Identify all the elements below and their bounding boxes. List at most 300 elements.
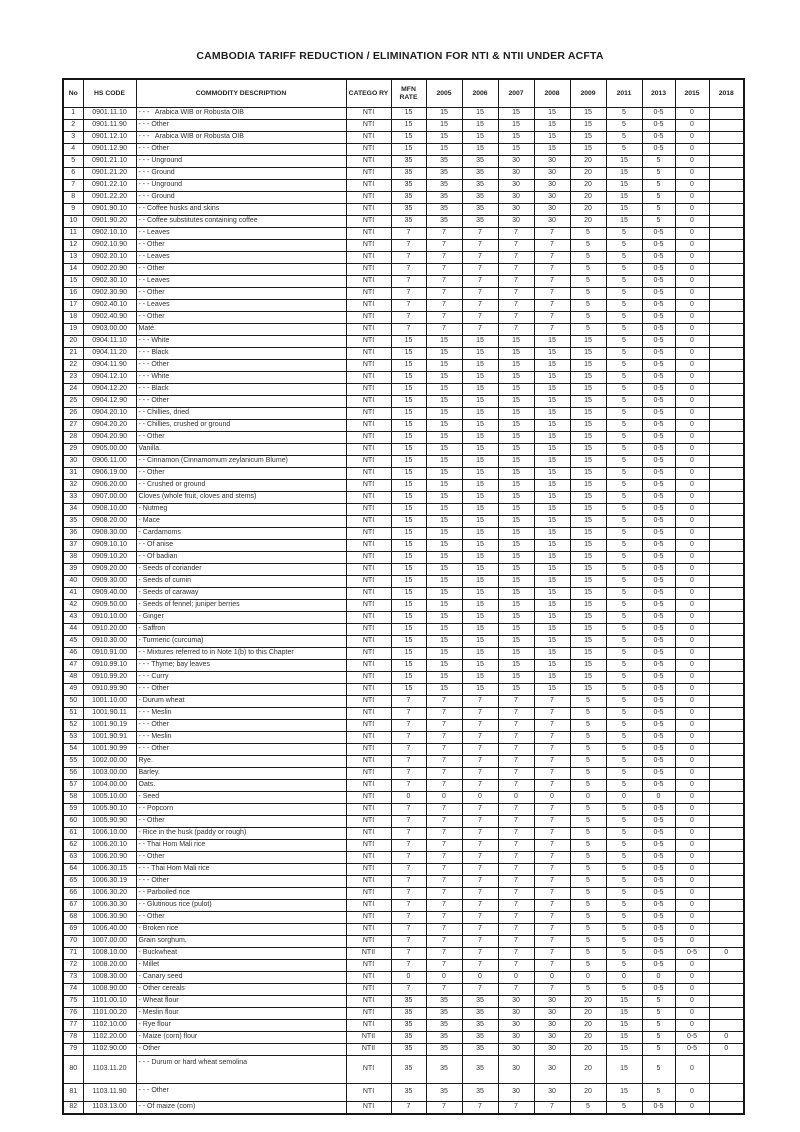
cell-year-value: 15 (391, 684, 426, 696)
cell-year-value: 7 (391, 300, 426, 312)
cell-year-value: 35 (391, 1056, 426, 1084)
cell-year-value: 15 (570, 672, 606, 684)
cell-year-value: 5 (570, 924, 606, 936)
table-row (63, 912, 744, 924)
table-row (63, 216, 744, 228)
cell-year-value: 7 (391, 804, 426, 816)
table-row (63, 420, 744, 432)
cell-hs-code: 0910.99.10 (83, 660, 136, 672)
cell-hs-code: 0904.20.90 (83, 432, 136, 444)
cell-year-value: 7 (462, 948, 498, 960)
cell-year-value: 15 (606, 192, 642, 204)
cell-year-value: 0 (675, 144, 709, 156)
cell-category: NTI (346, 144, 391, 156)
cell-hs-code: 1004.00.00 (83, 780, 136, 792)
cell-no: 16 (63, 288, 83, 300)
cell-year-value: 7 (391, 252, 426, 264)
cell-description: - - - Durum or hard wheat semolina (136, 1056, 346, 1084)
cell-hs-code: 1008.10.00 (83, 948, 136, 960)
cell-year-value: 0 (498, 792, 534, 804)
cell-year-value: 15 (462, 588, 498, 600)
cell-year-value: 5 (570, 960, 606, 972)
cell-year-value: 0 (675, 180, 709, 192)
cell-year-value: 5 (570, 1102, 606, 1115)
cell-hs-code: 0908.10.00 (83, 504, 136, 516)
cell-year-value: 7 (534, 852, 570, 864)
cell-year-value: 15 (462, 540, 498, 552)
cell-year-value: 35 (426, 1084, 462, 1102)
table-row (63, 588, 744, 600)
cell-category: NTI (346, 360, 391, 372)
cell-year-value (709, 540, 744, 552)
cell-year-value: 30 (534, 204, 570, 216)
cell-year-value: 5 (570, 936, 606, 948)
cell-year-value: 20 (570, 1044, 606, 1056)
cell-year-value: 0-5 (642, 408, 675, 420)
cell-year-value: 0 (675, 804, 709, 816)
cell-year-value: 15 (570, 108, 606, 120)
cell-year-value: 35 (462, 192, 498, 204)
cell-year-value: 0 (534, 972, 570, 984)
cell-hs-code: 1006.30.20 (83, 888, 136, 900)
cell-year-value: 7 (426, 276, 462, 288)
table-row (63, 120, 744, 132)
cell-hs-code: 0902.30.10 (83, 276, 136, 288)
cell-year-value: 15 (534, 516, 570, 528)
cell-year-value: 15 (391, 108, 426, 120)
cell-year-value: 5 (606, 540, 642, 552)
cell-year-value (709, 696, 744, 708)
cell-year-value: 15 (570, 600, 606, 612)
cell-year-value: 7 (498, 276, 534, 288)
header-row (63, 79, 744, 108)
cell-year-value: 15 (391, 672, 426, 684)
cell-year-value: 15 (606, 1020, 642, 1032)
cell-year-value: 30 (498, 156, 534, 168)
cell-hs-code: 0901.21.10 (83, 156, 136, 168)
cell-year-value: 0 (709, 1032, 744, 1044)
cell-year-value: 0 (675, 408, 709, 420)
cell-year-value: 0-5 (642, 144, 675, 156)
cell-no: 56 (63, 768, 83, 780)
cell-description: - - Chillies, dried (136, 408, 346, 420)
cell-category: NTI (346, 300, 391, 312)
table-row (63, 840, 744, 852)
cell-year-value: 35 (462, 1056, 498, 1084)
cell-hs-code: 1007.00.00 (83, 936, 136, 948)
cell-year-value: 15 (391, 348, 426, 360)
cell-year-value: 15 (391, 504, 426, 516)
cell-year-value: 0 (675, 540, 709, 552)
cell-year-value: 0 (675, 492, 709, 504)
cell-year-value: 15 (498, 528, 534, 540)
cell-year-value: 35 (462, 1084, 498, 1102)
cell-year-value (709, 900, 744, 912)
cell-no: 66 (63, 888, 83, 900)
cell-year-value (709, 816, 744, 828)
table-row (63, 972, 744, 984)
cell-year-value: 35 (462, 180, 498, 192)
cell-year-value: 0 (675, 420, 709, 432)
cell-year-value: 30 (498, 168, 534, 180)
cell-year-value: 5 (606, 948, 642, 960)
cell-year-value: 7 (462, 300, 498, 312)
cell-year-value: 7 (498, 816, 534, 828)
cell-description: - - - Ground (136, 168, 346, 180)
cell-year-value: 5 (606, 1102, 642, 1115)
cell-year-value: 7 (391, 312, 426, 324)
cell-year-value: 0-5 (642, 660, 675, 672)
cell-category: NTI (346, 180, 391, 192)
cell-year-value: 7 (498, 900, 534, 912)
cell-year-value: 7 (391, 780, 426, 792)
cell-year-value: 5 (606, 372, 642, 384)
cell-year-value: 15 (391, 588, 426, 600)
cell-year-value: 7 (391, 264, 426, 276)
cell-no: 72 (63, 960, 83, 972)
cell-no: 74 (63, 984, 83, 996)
cell-year-value: 15 (570, 636, 606, 648)
cell-description: Maté. (136, 324, 346, 336)
cell-year-value: 15 (570, 372, 606, 384)
cell-year-value (709, 240, 744, 252)
cell-hs-code: 0901.11.10 (83, 108, 136, 120)
cell-year-value: 30 (534, 1084, 570, 1102)
cell-year-value: 5 (606, 456, 642, 468)
cell-hs-code: 0901.90.20 (83, 216, 136, 228)
cell-year-value: 35 (426, 1044, 462, 1056)
cell-year-value: 7 (462, 1102, 498, 1115)
cell-year-value: 15 (498, 144, 534, 156)
cell-year-value: 7 (426, 744, 462, 756)
cell-year-value: 15 (570, 396, 606, 408)
cell-year-value: 0 (498, 972, 534, 984)
cell-year-value: 0-5 (642, 756, 675, 768)
cell-year-value: 15 (426, 624, 462, 636)
cell-category: NTI (346, 228, 391, 240)
cell-year-value: 7 (534, 744, 570, 756)
cell-no: 77 (63, 1020, 83, 1032)
cell-category: NTI (346, 168, 391, 180)
cell-description: - Meslin flour (136, 1008, 346, 1020)
cell-no: 26 (63, 408, 83, 420)
cell-year-value: 15 (462, 132, 498, 144)
table-row (63, 960, 744, 972)
table-row (63, 384, 744, 396)
cell-year-value: 0-5 (642, 912, 675, 924)
cell-year-value (709, 648, 744, 660)
cell-year-value (709, 768, 744, 780)
cell-no: 54 (63, 744, 83, 756)
cell-year-value: 7 (426, 696, 462, 708)
cell-year-value (709, 684, 744, 696)
cell-category: NTI (346, 900, 391, 912)
cell-hs-code: 1103.11.20 (83, 1056, 136, 1084)
cell-year-value: 7 (534, 1102, 570, 1115)
table-row (63, 648, 744, 660)
cell-hs-code: 0910.30.00 (83, 636, 136, 648)
cell-description: - - - Arabica WIB or Robusta OIB (136, 132, 346, 144)
cell-hs-code: 0901.22.10 (83, 180, 136, 192)
cell-year-value: 0 (675, 108, 709, 120)
cell-hs-code: 1102.10.00 (83, 1020, 136, 1032)
cell-year-value: 7 (391, 888, 426, 900)
cell-year-value: 15 (534, 360, 570, 372)
cell-description: - Saffron (136, 624, 346, 636)
cell-year-value: 0-5 (642, 924, 675, 936)
cell-year-value: 7 (534, 960, 570, 972)
cell-year-value: 5 (606, 960, 642, 972)
cell-category: NTI (346, 600, 391, 612)
cell-year-value (709, 468, 744, 480)
cell-description: - - Crushed or ground (136, 480, 346, 492)
cell-year-value: 0 (675, 432, 709, 444)
cell-year-value: 15 (570, 540, 606, 552)
cell-year-value: 5 (570, 852, 606, 864)
cell-year-value: 7 (462, 276, 498, 288)
cell-year-value (709, 360, 744, 372)
cell-year-value: 0-5 (675, 1032, 709, 1044)
cell-year-value: 5 (606, 780, 642, 792)
cell-year-value: 15 (606, 156, 642, 168)
cell-year-value: 7 (426, 816, 462, 828)
cell-year-value: 15 (462, 528, 498, 540)
cell-year-value: 15 (462, 600, 498, 612)
cell-year-value: 0 (675, 720, 709, 732)
cell-year-value: 0 (675, 480, 709, 492)
table-row (63, 684, 744, 696)
cell-year-value: 0 (675, 780, 709, 792)
cell-year-value: 7 (498, 756, 534, 768)
cell-category: NTI (346, 804, 391, 816)
table-row (63, 144, 744, 156)
table-row (63, 948, 744, 960)
cell-year-value (709, 864, 744, 876)
table-row (63, 504, 744, 516)
cell-year-value: 15 (498, 480, 534, 492)
cell-year-value: 0 (675, 132, 709, 144)
cell-year-value: 7 (462, 756, 498, 768)
cell-year-value: 5 (570, 984, 606, 996)
cell-year-value: 5 (606, 756, 642, 768)
cell-year-value: 15 (570, 120, 606, 132)
cell-year-value: 7 (426, 912, 462, 924)
cell-year-value: 5 (606, 840, 642, 852)
cell-year-value (709, 708, 744, 720)
cell-year-value: 0-5 (642, 492, 675, 504)
cell-year-value: 0 (675, 564, 709, 576)
cell-year-value: 0 (675, 732, 709, 744)
cell-year-value: 0-5 (642, 276, 675, 288)
cell-no: 36 (63, 528, 83, 540)
cell-year-value: 0-5 (642, 300, 675, 312)
cell-description: - Broken rice (136, 924, 346, 936)
cell-hs-code: 0909.50.00 (83, 600, 136, 612)
cell-year-value: 0-5 (642, 108, 675, 120)
cell-year-value: 7 (534, 720, 570, 732)
cell-year-value: 15 (570, 552, 606, 564)
cell-year-value: 15 (498, 456, 534, 468)
table-row (63, 768, 744, 780)
cell-year-value: 30 (534, 1044, 570, 1056)
cell-year-value (709, 1056, 744, 1084)
cell-year-value: 15 (534, 396, 570, 408)
cell-year-value (709, 828, 744, 840)
cell-no: 2 (63, 120, 83, 132)
cell-hs-code: 0904.11.10 (83, 336, 136, 348)
cell-year-value: 7 (534, 300, 570, 312)
cell-year-value: 5 (570, 732, 606, 744)
cell-year-value: 5 (606, 984, 642, 996)
cell-year-value: 15 (534, 588, 570, 600)
cell-year-value: 5 (606, 912, 642, 924)
cell-year-value (709, 156, 744, 168)
cell-category: NTI (346, 672, 391, 684)
cell-year-value: 0 (675, 816, 709, 828)
cell-description: - - Of maize (corn) (136, 1102, 346, 1115)
cell-hs-code: 0902.40.10 (83, 300, 136, 312)
cell-year-value: 15 (570, 684, 606, 696)
table-row (63, 600, 744, 612)
cell-year-value: 0 (606, 972, 642, 984)
cell-year-value: 5 (606, 252, 642, 264)
cell-year-value: 5 (570, 816, 606, 828)
cell-year-value: 15 (534, 540, 570, 552)
cell-year-value: 7 (462, 240, 498, 252)
cell-year-value: 0-5 (642, 288, 675, 300)
cell-description: - Seeds of cumin (136, 576, 346, 588)
cell-year-value: 5 (606, 132, 642, 144)
cell-year-value: 15 (534, 528, 570, 540)
cell-year-value: 5 (606, 660, 642, 672)
cell-category: NTII (346, 1032, 391, 1044)
cell-description: Barley. (136, 768, 346, 780)
cell-description: - Ginger (136, 612, 346, 624)
cell-year-value: 15 (391, 528, 426, 540)
cell-no: 19 (63, 324, 83, 336)
cell-year-value: 0-5 (642, 576, 675, 588)
cell-year-value: 35 (426, 180, 462, 192)
cell-year-value: 5 (606, 732, 642, 744)
cell-description: - - - Other (136, 144, 346, 156)
cell-year-value: 15 (498, 120, 534, 132)
cell-year-value: 7 (462, 264, 498, 276)
cell-year-value: 7 (534, 924, 570, 936)
cell-year-value (709, 204, 744, 216)
cell-year-value: 0 (675, 576, 709, 588)
cell-year-value: 0 (675, 1020, 709, 1032)
cell-year-value: 0-5 (642, 240, 675, 252)
cell-year-value: 30 (498, 180, 534, 192)
cell-year-value: 35 (426, 192, 462, 204)
cell-year-value: 7 (534, 948, 570, 960)
cell-no: 59 (63, 804, 83, 816)
cell-description: - - Thai Hom Mali rice (136, 840, 346, 852)
cell-year-value: 15 (534, 612, 570, 624)
cell-description: Oats. (136, 780, 346, 792)
cell-hs-code: 0910.91.00 (83, 648, 136, 660)
cell-year-value: 15 (534, 408, 570, 420)
cell-no: 46 (63, 648, 83, 660)
cell-hs-code: 0904.20.10 (83, 408, 136, 420)
cell-year-value: 7 (391, 960, 426, 972)
cell-year-value: 0 (675, 612, 709, 624)
cell-category: NTI (346, 648, 391, 660)
cell-year-value: 5 (570, 288, 606, 300)
cell-hs-code: 1001.90.91 (83, 732, 136, 744)
cell-description: - - - Curry (136, 672, 346, 684)
cell-year-value: 35 (391, 1044, 426, 1056)
cell-year-value: 15 (534, 336, 570, 348)
table-row (63, 576, 744, 588)
cell-year-value: 7 (498, 288, 534, 300)
cell-year-value: 15 (606, 216, 642, 228)
cell-year-value: 7 (462, 696, 498, 708)
cell-year-value: 5 (570, 228, 606, 240)
cell-year-value: 0 (675, 252, 709, 264)
cell-year-value: 0 (675, 624, 709, 636)
cell-year-value: 35 (462, 1032, 498, 1044)
table-row (63, 360, 744, 372)
table-row (63, 852, 744, 864)
cell-hs-code: 1006.10.00 (83, 828, 136, 840)
cell-year-value (709, 744, 744, 756)
cell-year-value: 7 (426, 864, 462, 876)
cell-year-value: 15 (534, 504, 570, 516)
cell-year-value: 5 (606, 444, 642, 456)
cell-year-value: 5 (570, 780, 606, 792)
cell-year-value: 15 (498, 672, 534, 684)
cell-no: 21 (63, 348, 83, 360)
cell-year-value: 7 (534, 768, 570, 780)
cell-year-value: 15 (462, 456, 498, 468)
cell-year-value: 15 (462, 444, 498, 456)
cell-hs-code: 0901.21.20 (83, 168, 136, 180)
cell-no: 6 (63, 168, 83, 180)
cell-description: Vanilla. (136, 444, 346, 456)
cell-year-value: 15 (391, 120, 426, 132)
cell-year-value (709, 480, 744, 492)
cell-year-value: 7 (534, 912, 570, 924)
cell-category: NTI (346, 612, 391, 624)
cell-year-value (709, 264, 744, 276)
cell-year-value: 30 (534, 180, 570, 192)
cell-year-value: 15 (426, 552, 462, 564)
cell-year-value: 5 (606, 600, 642, 612)
cell-category: NTI (346, 336, 391, 348)
cell-year-value: 7 (534, 732, 570, 744)
cell-year-value: 20 (570, 1032, 606, 1044)
cell-year-value: 5 (606, 708, 642, 720)
cell-year-value: 15 (498, 372, 534, 384)
cell-year-value: 0-5 (642, 816, 675, 828)
cell-year-value: 15 (534, 492, 570, 504)
cell-hs-code: 0910.20.00 (83, 624, 136, 636)
cell-year-value: 7 (426, 828, 462, 840)
cell-year-value: 20 (570, 1056, 606, 1084)
cell-year-value: 0 (675, 696, 709, 708)
cell-year-value: 15 (570, 336, 606, 348)
cell-year-value: 5 (570, 828, 606, 840)
cell-year-value (709, 756, 744, 768)
cell-year-value (709, 1020, 744, 1032)
cell-year-value (709, 720, 744, 732)
cell-category: NTI (346, 708, 391, 720)
cell-category: NTI (346, 984, 391, 996)
cell-year-value: 0 (534, 792, 570, 804)
cell-year-value: 7 (426, 708, 462, 720)
table-row (63, 876, 744, 888)
